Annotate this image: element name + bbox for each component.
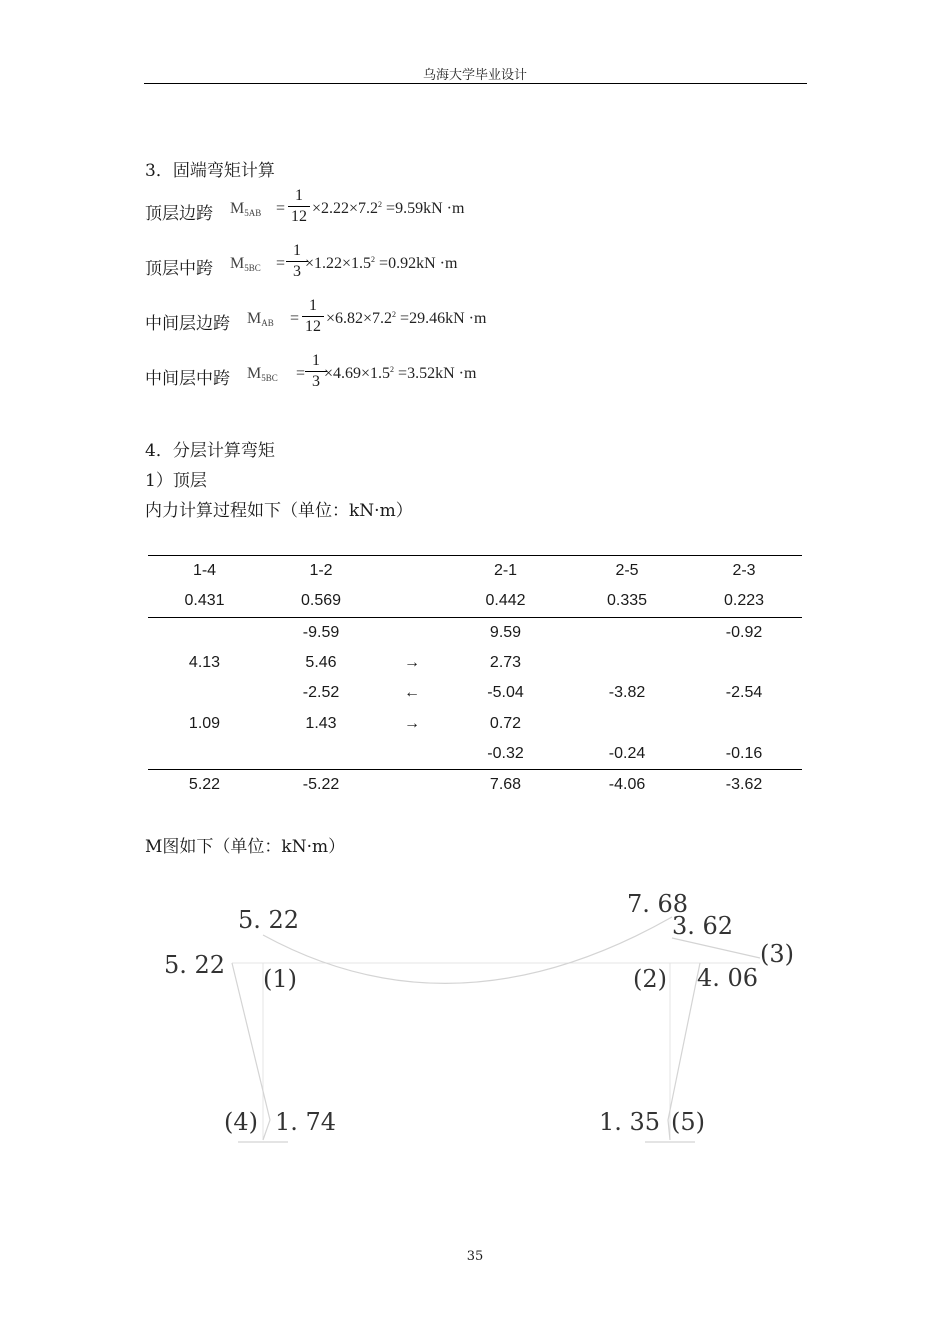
table-cell: -0.24 bbox=[608, 744, 646, 762]
equation-label: 顶层边跨 bbox=[145, 204, 213, 224]
table-cell bbox=[148, 678, 261, 708]
section4-intro: 内力计算过程如下（单位：kN·m） bbox=[145, 501, 413, 521]
table-cell bbox=[148, 739, 261, 770]
table-cell: -0.16 bbox=[725, 744, 763, 762]
table-cell: -0.92 bbox=[686, 617, 802, 648]
table-row bbox=[148, 708, 802, 738]
table-cell: 0.569 bbox=[300, 592, 342, 610]
table-cell: 4.13 bbox=[188, 654, 221, 672]
table-cell: 5.22 bbox=[148, 770, 261, 801]
label-node-4: (4) bbox=[224, 1108, 258, 1136]
label-node-5: (5) bbox=[671, 1108, 705, 1136]
table-cell: 0.442 bbox=[485, 592, 526, 610]
table-cell bbox=[381, 586, 443, 617]
moment-symbol: $M_{5BC}$ bbox=[247, 365, 278, 383]
table-cell bbox=[686, 708, 802, 738]
table-cell bbox=[148, 617, 261, 648]
moment-symbol: $M_{5BC}$ bbox=[230, 255, 261, 273]
table-cell: 7.68 bbox=[443, 770, 568, 801]
table-cell: 0.223 bbox=[723, 592, 765, 610]
fraction: $\frac{1}{12}$ bbox=[302, 296, 324, 337]
table-cell: -3.62 bbox=[686, 770, 802, 801]
table-cell bbox=[381, 739, 443, 770]
table-row bbox=[148, 678, 802, 708]
table-total-row bbox=[148, 770, 802, 801]
table-cell: -2.52 bbox=[302, 684, 340, 702]
page-header-title: 乌海大学毕业设计 bbox=[422, 68, 527, 83]
label-beam-right: 7. 68 bbox=[627, 890, 689, 918]
table-factor-row bbox=[148, 586, 802, 617]
equation-label: 中间层边跨 bbox=[145, 314, 230, 334]
table-cell bbox=[568, 617, 686, 648]
table-cell: -9.59 bbox=[261, 617, 381, 648]
table-cell: 0.72 bbox=[489, 714, 522, 732]
equals-sign: = bbox=[276, 200, 286, 217]
fraction: $\frac{1}{3}$ bbox=[305, 351, 327, 392]
label-middle-span: 3. 62 bbox=[672, 912, 734, 940]
table-cell bbox=[381, 770, 443, 801]
table-cell: 0.431 bbox=[184, 592, 225, 610]
section4-heading: 4．分层计算弯矩 bbox=[145, 441, 275, 461]
table-cell: 2-5 bbox=[568, 556, 686, 587]
label-right-column-bottom: 1. 35 bbox=[599, 1108, 661, 1136]
table-cell bbox=[686, 648, 802, 678]
table-cell: 0.335 bbox=[606, 592, 648, 610]
table-cell: 2-3 bbox=[686, 556, 802, 587]
label-right-column-top: 4. 06 bbox=[697, 964, 759, 992]
table-row bbox=[148, 739, 802, 770]
table-cell: 5.46 bbox=[305, 654, 337, 672]
table-cell bbox=[568, 648, 686, 678]
moment-diagram bbox=[0, 880, 950, 1180]
section3-heading: 3．固端弯矩计算 bbox=[145, 161, 275, 181]
label-left-column-top: 5. 22 bbox=[164, 951, 226, 979]
label-node-3: (3) bbox=[760, 940, 794, 968]
table-cell: 1-2 bbox=[261, 556, 381, 587]
beam-moment-curve bbox=[263, 917, 672, 983]
table-cell bbox=[568, 708, 686, 738]
arrow-right-icon: → bbox=[404, 714, 420, 732]
fraction: $\frac{1}{12}$ bbox=[288, 186, 310, 227]
table-cell: -3.82 bbox=[608, 684, 646, 702]
table-cell: -4.06 bbox=[568, 770, 686, 801]
table-cell: 1.09 bbox=[188, 714, 221, 732]
table-cell: -2.54 bbox=[725, 684, 763, 702]
table-cell: 9.59 bbox=[443, 617, 568, 648]
table-cell bbox=[381, 556, 443, 587]
table-cell bbox=[261, 739, 381, 770]
equation-expression: $\times 4.69\times 1.5^2 =3.52kN \cdot m$ bbox=[324, 365, 477, 382]
header-rule bbox=[144, 83, 807, 84]
equation-expression: $\times 1.22\times 1.5^2 =0.92kN \cdot m$ bbox=[305, 255, 458, 272]
page-number: 35 bbox=[466, 1249, 484, 1264]
table-cell: 2-1 bbox=[443, 556, 568, 587]
equation-label: 中间层中跨 bbox=[145, 369, 230, 389]
table-cell: -5.04 bbox=[487, 684, 524, 702]
moment-symbol: $M_{AB}$ bbox=[247, 310, 274, 328]
equals-sign: = bbox=[296, 365, 306, 382]
table-cell: -5.22 bbox=[261, 770, 381, 801]
equation-expression: $\times 6.82\times 7.2^2 =29.46kN \cdot m$ bbox=[326, 310, 487, 327]
table-row bbox=[148, 617, 802, 648]
table-cell: 2.73 bbox=[489, 654, 522, 672]
equation-expression: $\times 2.22\times 7.2^2 =9.59kN \cdot m$ bbox=[312, 200, 465, 217]
table-cell: 1.43 bbox=[305, 714, 337, 732]
label-node-2: (2) bbox=[633, 965, 667, 993]
table-header-row bbox=[148, 556, 802, 587]
moment-distribution-table bbox=[148, 555, 802, 800]
arrow-right-icon: → bbox=[404, 654, 420, 672]
table-row bbox=[148, 648, 802, 678]
section4-subheading: 1）顶层 bbox=[145, 471, 207, 491]
label-top-beam-left: 5. 22 bbox=[238, 906, 300, 934]
diagram-caption: M图如下（单位：kN·m） bbox=[145, 837, 346, 857]
fraction: $\frac{1}{3}$ bbox=[286, 241, 308, 282]
equals-sign: = bbox=[290, 310, 300, 327]
middle-span-moment-line bbox=[672, 938, 760, 958]
table-cell: 1-4 bbox=[148, 556, 261, 587]
equals-sign: = bbox=[276, 255, 286, 272]
label-node-1: (1) bbox=[263, 965, 297, 993]
label-left-column-bottom: 1. 74 bbox=[275, 1108, 337, 1136]
equation-label: 顶层中跨 bbox=[145, 259, 213, 279]
arrow-left-icon: ← bbox=[404, 684, 420, 702]
moment-symbol: $M_{5AB}$ bbox=[230, 200, 262, 218]
table-cell bbox=[381, 617, 443, 648]
table-cell: -0.32 bbox=[487, 744, 524, 762]
